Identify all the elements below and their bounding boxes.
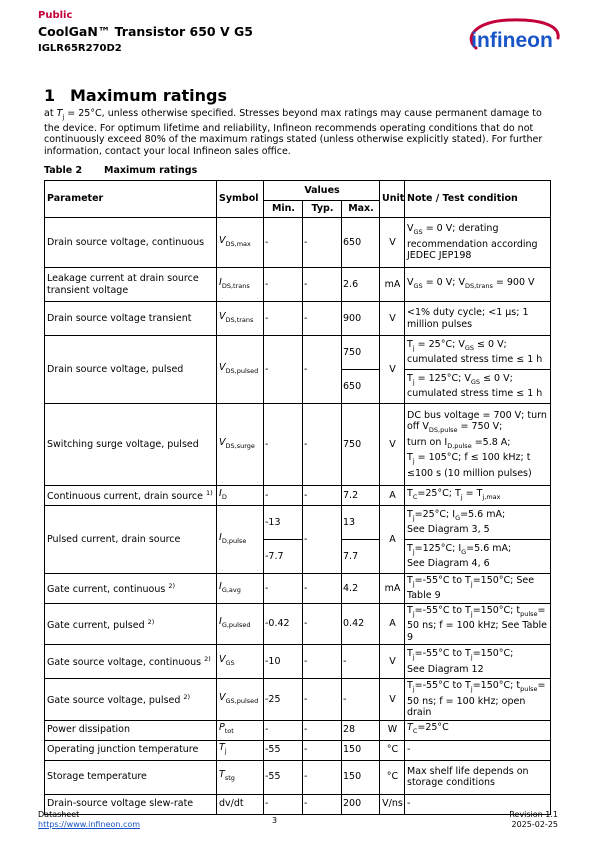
- min-cell: -7.7: [264, 540, 303, 574]
- table-row: [45, 506, 551, 540]
- section-title: Maximum ratings: [70, 86, 228, 105]
- section-number: 1: [44, 86, 56, 105]
- typ-cell: -: [303, 218, 342, 268]
- table-row: [45, 404, 551, 486]
- unit-cell: V: [380, 218, 405, 268]
- typ-cell: -: [303, 336, 342, 404]
- typ-cell: -: [303, 679, 342, 720]
- table-row: [45, 720, 551, 740]
- footer-right: [509, 810, 558, 830]
- header-unit: Unit: [380, 181, 405, 218]
- symbol-cell: $V_{DS,surge}$: [217, 404, 264, 486]
- typ-cell: -: [303, 506, 342, 574]
- header-note: Note / Test condition: [405, 181, 551, 218]
- min-cell: -: [264, 336, 303, 404]
- note-cell: $T_j=125^\circ C$; $I_G=5.6$ mA; See Diagram 4, 6: [405, 540, 551, 574]
- unit-cell: V: [380, 404, 405, 486]
- parameter-cell: Switching surge voltage, pulsed: [45, 404, 217, 486]
- max-cell: 150: [342, 760, 380, 794]
- symbol-cell: $P_{tot}$: [217, 720, 264, 740]
- typ-cell: -: [303, 760, 342, 794]
- typ-cell: -: [303, 720, 342, 740]
- note-cell: $T_C=25^\circ C$: [405, 720, 551, 740]
- note-cell: Max shelf life depends on storage conditions: [405, 760, 551, 794]
- note-cell: $T_j = 25^\circ C$; $V_{GS} \le 0$ V; cumulated stress time ≤ 1 h: [405, 336, 551, 370]
- max-cell: 650: [342, 218, 380, 268]
- max-cell: 0.42: [342, 603, 380, 644]
- symbol-cell: $V_{DS,trans}$: [217, 302, 264, 336]
- header-values: Values: [264, 181, 380, 201]
- symbol-cell: $I_D$: [217, 486, 264, 506]
- table-row: [45, 760, 551, 794]
- min-cell: -10: [264, 645, 303, 679]
- unit-cell: mA: [380, 574, 405, 604]
- page-number: 3: [272, 816, 278, 825]
- max-cell: 7.7: [342, 540, 380, 574]
- unit-cell: °C: [380, 740, 405, 760]
- symbol-cell: $T_{stg}$: [217, 760, 264, 794]
- note-cell: <1% duty cycle; <1 µs; 1 million pulses: [405, 302, 551, 336]
- table-row: [45, 740, 551, 760]
- min-cell: -: [264, 720, 303, 740]
- symbol-cell: $I_{G,pulsed}$: [217, 603, 264, 644]
- unit-cell: V: [380, 302, 405, 336]
- min-cell: -13: [264, 506, 303, 540]
- table-row: [45, 268, 551, 302]
- table-row: [45, 679, 551, 720]
- parameter-cell: Gate current, continuous $^{2)}$: [45, 574, 217, 604]
- logo-wordmark: infineon: [471, 29, 553, 52]
- table-row: [45, 336, 551, 370]
- typ-cell: -: [303, 404, 342, 486]
- min-cell: -: [264, 486, 303, 506]
- classification-label: Public: [38, 10, 73, 21]
- product-line-title: CoolGaN™ Transistor 650 V G5: [38, 24, 253, 39]
- min-cell: -: [264, 574, 303, 604]
- symbol-cell: dv/dt: [217, 794, 264, 814]
- typ-cell: -: [303, 603, 342, 644]
- parameter-cell: Gate source voltage, continuous $^{2)}$: [45, 645, 217, 679]
- unit-cell: A: [380, 506, 405, 574]
- header-symbol: Symbol: [217, 181, 264, 218]
- footer-url-link[interactable]: https://www.infineon.com: [38, 820, 141, 829]
- min-cell: -: [264, 794, 303, 814]
- note-cell: $T_C=25^\circ C$; $T_j = T_{j,max}$: [405, 486, 551, 506]
- max-cell: -: [342, 679, 380, 720]
- typ-cell: -: [303, 645, 342, 679]
- header-typ: Typ.: [303, 201, 342, 218]
- max-cell: -: [342, 645, 380, 679]
- header-max: Max.: [342, 201, 380, 218]
- table-row: [45, 574, 551, 604]
- max-cell: 7.2: [342, 486, 380, 506]
- max-cell: 200: [342, 794, 380, 814]
- typ-cell: -: [303, 740, 342, 760]
- note-cell: DC bus voltage = 700 V; turn off $V_{DS,pulse} = 750$ V; turn on $I_{D,pulse} =5.8$ A; $T_j = 105^\circ C$; f ≤ 100 kHz; t ≤100 s (10 million pulses): [405, 404, 551, 486]
- symbol-cell: $T_j$: [217, 740, 264, 760]
- part-number: IGLR65R270D2: [38, 43, 122, 54]
- parameter-cell: Pulsed current, drain source: [45, 506, 217, 574]
- symbol-cell: $V_{GS}$: [217, 645, 264, 679]
- parameter-cell: Leakage current at drain source transient voltage: [45, 268, 217, 302]
- max-cell: 13: [342, 506, 380, 540]
- min-cell: -55: [264, 760, 303, 794]
- header-parameter: Parameter: [45, 181, 217, 218]
- footer-left: [38, 810, 140, 830]
- footer-date: 2025-02-25: [511, 820, 558, 829]
- max-cell: 750: [342, 336, 380, 370]
- section-heading: [44, 86, 227, 105]
- header-min: Min.: [264, 201, 303, 218]
- parameter-cell: Power dissipation: [45, 720, 217, 740]
- table-row: [45, 302, 551, 336]
- max-cell: 4.2: [342, 574, 380, 604]
- note-cell: -: [405, 740, 551, 760]
- max-cell: 900: [342, 302, 380, 336]
- symbol-cell: $I_{D,pulse}$: [217, 506, 264, 574]
- parameter-cell: Drain source voltage, continuous: [45, 218, 217, 268]
- table-row: [45, 645, 551, 679]
- table-caption-number: Table 2: [44, 165, 83, 176]
- note-cell: -: [405, 794, 551, 814]
- symbol-cell: $V_{DS,max}$: [217, 218, 264, 268]
- symbol-cell: $V_{DS,pulsed}$: [217, 336, 264, 404]
- typ-cell: -: [303, 794, 342, 814]
- table-row: [45, 218, 551, 268]
- unit-cell: A: [380, 486, 405, 506]
- parameter-cell: Continuous current, drain source $^{1)}$: [45, 486, 217, 506]
- unit-cell: mA: [380, 268, 405, 302]
- min-cell: -: [264, 268, 303, 302]
- footer-doc-type: Datasheet: [38, 810, 80, 819]
- unit-cell: °C: [380, 760, 405, 794]
- min-cell: -: [264, 404, 303, 486]
- table-caption-title: Maximum ratings: [104, 165, 198, 176]
- unit-cell: V: [380, 645, 405, 679]
- infineon-logo: [462, 16, 562, 60]
- unit-cell: V: [380, 336, 405, 404]
- min-cell: -25: [264, 679, 303, 720]
- typ-cell: -: [303, 486, 342, 506]
- min-cell: -: [264, 302, 303, 336]
- typ-cell: -: [303, 302, 342, 336]
- typ-cell: -: [303, 574, 342, 604]
- max-cell: 28: [342, 720, 380, 740]
- maximum-ratings-table: [44, 180, 551, 815]
- parameter-cell: Drain source voltage transient: [45, 302, 217, 336]
- min-cell: -: [264, 218, 303, 268]
- parameter-cell: Storage temperature: [45, 760, 217, 794]
- parameter-cell: Drain source voltage, pulsed: [45, 336, 217, 404]
- max-cell: 750: [342, 404, 380, 486]
- note-cell: $T_j = 125^\circ C$; $V_{GS} \le 0$ V; cumulated stress time ≤ 1 h: [405, 370, 551, 404]
- parameter-cell: Drain-source voltage slew-rate: [45, 794, 217, 814]
- parameter-cell: Gate current, pulsed $^{2)}$: [45, 603, 217, 644]
- note-cell: $V_{GS} = 0$ V; derating recommendation according JEDEC JEP198: [405, 218, 551, 268]
- parameter-cell: Operating junction temperature: [45, 740, 217, 760]
- table-row: [45, 486, 551, 506]
- parameter-cell: Gate source voltage, pulsed $^{2)}$: [45, 679, 217, 720]
- note-cell: $T_j=25^\circ C$; $I_G=5.6$ mA; See Diagram 3, 5: [405, 506, 551, 540]
- min-cell: -0.42: [264, 603, 303, 644]
- min-cell: -55: [264, 740, 303, 760]
- note-cell: $V_{GS} = 0$ V; $V_{DS,trans} = 900$ V: [405, 268, 551, 302]
- unit-cell: V/ns: [380, 794, 405, 814]
- table-row: [45, 603, 551, 644]
- max-cell: 650: [342, 370, 380, 404]
- typ-cell: -: [303, 268, 342, 302]
- max-cell: 150: [342, 740, 380, 760]
- table-caption: [44, 165, 197, 176]
- unit-cell: V: [380, 679, 405, 720]
- note-cell: $T_j=-55^\circ C$ to $T_j=150^\circ C$; $t_{pulse}= 50$ ns; f = 100 kHz; See Table 9: [405, 603, 551, 644]
- symbol-cell: $V_{GS,pulsed}$: [217, 679, 264, 720]
- symbol-cell: $I_{G,avg}$: [217, 574, 264, 604]
- unit-cell: A: [380, 603, 405, 644]
- max-cell: 2.6: [342, 268, 380, 302]
- section-intro: at $T_j = 25^\circ C$, unless otherwise specified. Stresses beyond max ratings may cause permanent damage to the device. For optimum lifetime and reliability, Infineon recommends operating conditions that do not continuously exceed 80% of the maximum ratings stated (unless otherwise explicitly stated). For further information, contact your local Infineon sales office.: [44, 108, 543, 157]
- note-cell: $T_j=-55^\circ C$ to $T_j=150^\circ C$; $t_{pulse}= 50$ ns; f = 100 kHz; open drain: [405, 679, 551, 720]
- note-cell: $T_j=-55^\circ C$ to $T_j=150^\circ C$; See Table 9: [405, 574, 551, 604]
- note-cell: $T_j=-55^\circ C$ to $T_j=150^\circ C$; See Diagram 12: [405, 645, 551, 679]
- footer-revision: Revision 1.1: [509, 810, 558, 819]
- unit-cell: W: [380, 720, 405, 740]
- symbol-cell: $I_{DS,trans}$: [217, 268, 264, 302]
